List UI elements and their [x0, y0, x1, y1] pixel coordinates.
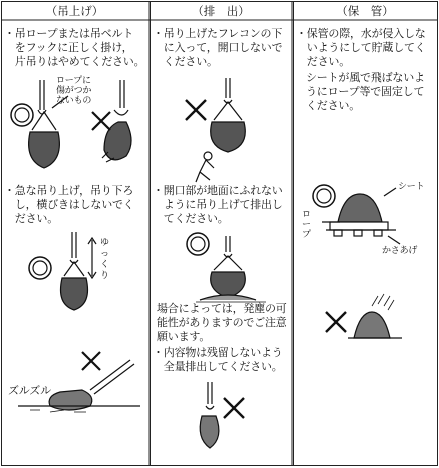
storage-instruction-2: シートが風で飛ばないよ うにロープ等で固定して ください。 — [306, 71, 425, 112]
lifting-instruction-2: ・急な吊り上げ，吊り下ろ し，横びきはしないでく ださい。 — [4, 184, 134, 225]
ng-cross-icon-4 — [224, 398, 244, 418]
drag-label: ズルズル — [8, 384, 51, 397]
raised-base-label: かさあげ — [382, 246, 418, 256]
under-bag-illustration — [196, 78, 245, 182]
wrong-lifting-illustration — [102, 80, 131, 162]
sheet-label: シート — [398, 182, 425, 192]
ng-cross-icon — [92, 112, 110, 130]
ng-cross-icon-5 — [326, 312, 346, 332]
residue-illustration — [200, 382, 219, 448]
ng-cross-icon-3 — [186, 100, 206, 120]
ng-cross-icon-2 — [82, 352, 100, 370]
discharge-instruction-2: ・開口部が地面にふれない ように吊り上げて排出し てください。 — [153, 184, 283, 225]
discharge-illustration — [196, 236, 266, 302]
slow-lifting-illustration — [61, 232, 97, 310]
uncovered-storage-illustration — [348, 294, 402, 338]
ok-circle-icon — [11, 104, 33, 126]
storage-instruction-1: ・保管の際，水が侵入しな いようにして貯蔵してく ださい。 — [296, 27, 426, 68]
rope-label: ロ ー プ — [302, 210, 311, 240]
ok-circle-icon-2 — [29, 257, 51, 279]
rope-callout: ロープに 傷がつか ないもの — [56, 76, 92, 106]
header-storage: （保 管） — [336, 4, 394, 18]
covered-storage-illustration — [322, 188, 400, 244]
ok-circle-icon-3 — [187, 233, 209, 255]
lifting-instruction-1: ・吊ロープまたは吊ベルト をフックに正しく掛け， 片吊りはやめてください。 — [4, 27, 145, 68]
dust-caution: 場合によっては，発塵の可 能性がありますのでご注意 願います。 — [157, 302, 287, 343]
header-discharge: （排 出） — [192, 4, 250, 18]
discharge-instruction-3: ・内容物は残留しないよう 全量排出してください。 — [153, 346, 283, 373]
discharge-instruction-1: ・吊り上げたフレコンの下 に入って，開口しないで ください。 — [153, 27, 283, 68]
header-lifting: （吊上げ） — [45, 4, 104, 18]
ok-circle-icon-4 — [313, 185, 335, 207]
slow-label: ゆ っ く り — [100, 238, 109, 281]
